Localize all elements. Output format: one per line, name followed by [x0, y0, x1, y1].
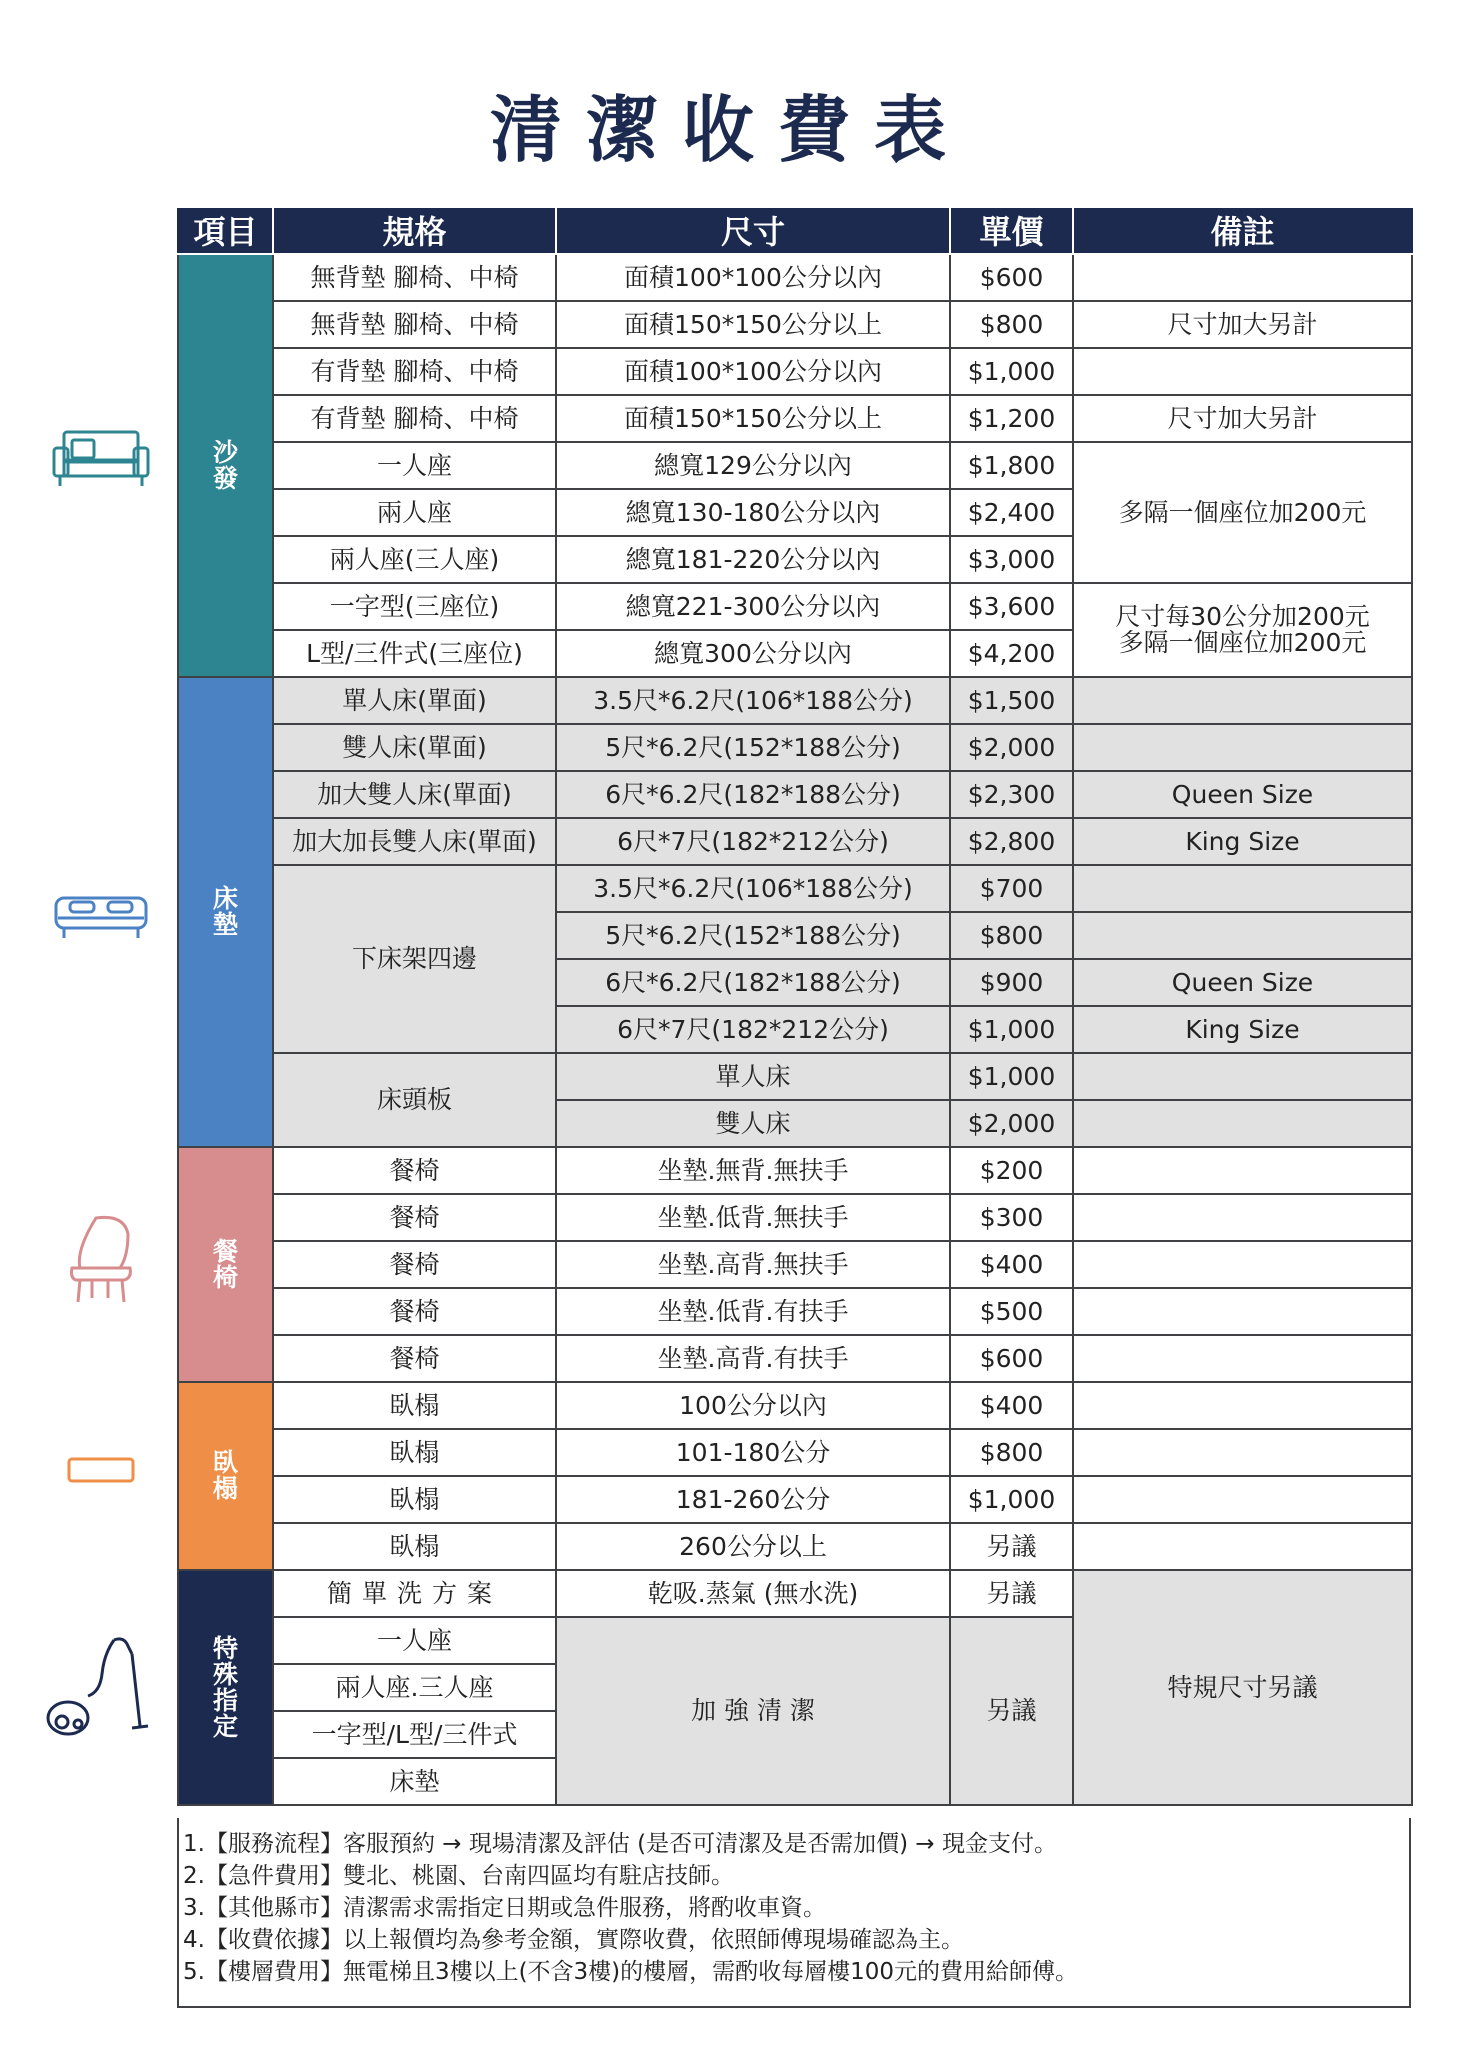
price-cell: $2,000 — [950, 1100, 1073, 1147]
size-cell: 6尺*6.2尺(182*188公分) — [556, 959, 950, 1006]
note-item: 3.【其他縣市】清潔需求需指定日期或急件服務，將酌收車資。 — [183, 1895, 826, 1921]
size-cell-enhanced: 加 強 清 潔 — [556, 1617, 950, 1805]
chair-icon — [66, 1212, 136, 1308]
category-couch-char-1: 臥 — [212, 1448, 238, 1477]
category-dining-chair — [178, 1147, 273, 1382]
table-row — [178, 1288, 1412, 1335]
price-cell: $600 — [950, 254, 1073, 301]
note-cell: King Size — [1073, 818, 1412, 865]
note-cell-large — [1073, 583, 1412, 677]
note-cell — [1073, 1382, 1412, 1429]
price-cell: $1,000 — [950, 1053, 1073, 1100]
notes-box — [177, 1818, 1411, 2008]
header-item: 項目 — [178, 209, 273, 254]
size-cell: 總寬221-300公分以內 — [556, 583, 950, 630]
note-cell — [1073, 1053, 1412, 1100]
category-special-char-2: 殊 — [212, 1659, 238, 1689]
size-cell: 總寬181-220公分以內 — [556, 536, 950, 583]
price-cell: $4,200 — [950, 630, 1073, 677]
size-cell: 面積100*100公分以內 — [556, 254, 950, 301]
note-cell: Queen Size — [1073, 959, 1412, 1006]
price-cell: $400 — [950, 1241, 1073, 1288]
table-row — [178, 395, 1412, 442]
price-cell: $2,000 — [950, 724, 1073, 771]
price-cell: $1,000 — [950, 348, 1073, 395]
category-special — [178, 1570, 273, 1805]
price-cell: $2,800 — [950, 818, 1073, 865]
note-cell — [1073, 1429, 1412, 1476]
spec-cell-bed-frame: 下床架四邊 — [273, 865, 556, 1053]
size-cell: 260公分以上 — [556, 1523, 950, 1570]
size-cell: 6尺*7尺(182*212公分) — [556, 818, 950, 865]
spec-cell: 兩人座(三人座) — [273, 536, 556, 583]
category-mattress-char-2: 墊 — [212, 910, 238, 939]
spec-cell: 臥榻 — [273, 1476, 556, 1523]
spec-cell: 兩人座.三人座 — [273, 1664, 556, 1711]
spec-cell: 臥榻 — [273, 1429, 556, 1476]
table-row — [178, 254, 1412, 301]
spec-cell: 加大加長雙人床(單面) — [273, 818, 556, 865]
note-cell — [1073, 1476, 1412, 1523]
note-cell — [1073, 1100, 1412, 1147]
spec-cell: 一字型(三座位) — [273, 583, 556, 630]
size-cell: 總寬129公分以內 — [556, 442, 950, 489]
spec-cell-simple: 簡單洗方案 — [273, 1570, 556, 1617]
spec-cell: 一字型/L型/三件式 — [273, 1711, 556, 1758]
size-cell: 面積150*150公分以上 — [556, 395, 950, 442]
category-couch — [178, 1382, 273, 1570]
spec-cell: 臥榻 — [273, 1523, 556, 1570]
table-row — [178, 1523, 1412, 1570]
size-cell: 坐墊.高背.無扶手 — [556, 1241, 950, 1288]
price-cell: $1,200 — [950, 395, 1073, 442]
size-cell: 坐墊.無背.無扶手 — [556, 1147, 950, 1194]
spec-cell: 一人座 — [273, 442, 556, 489]
price-cell: $500 — [950, 1288, 1073, 1335]
category-chair-char-2: 椅 — [212, 1262, 238, 1292]
note-cell: Queen Size — [1073, 771, 1412, 818]
size-cell-simple: 乾吸.蒸氣 (無水洗) — [556, 1570, 950, 1617]
category-special-char-3: 指 — [212, 1685, 238, 1715]
table-row — [178, 1147, 1412, 1194]
note-cell — [1073, 677, 1412, 724]
spec-cell: 雙人床(單面) — [273, 724, 556, 771]
table-row — [178, 1241, 1412, 1288]
size-cell: 100公分以內 — [556, 1382, 950, 1429]
table-row — [178, 818, 1412, 865]
price-cell: $2,300 — [950, 771, 1073, 818]
price-cell: $300 — [950, 1194, 1073, 1241]
table-row — [178, 1053, 1412, 1100]
spec-cell: 一人座 — [273, 1617, 556, 1664]
vacuum-icon — [44, 1634, 150, 1738]
header-note: 備註 — [1073, 209, 1412, 254]
note-cell — [1073, 1147, 1412, 1194]
table-row — [178, 677, 1412, 724]
size-cell: 101-180公分 — [556, 1429, 950, 1476]
price-cell: 另議 — [950, 1523, 1073, 1570]
spec-cell: L型/三件式(三座位) — [273, 630, 556, 677]
note-cell-special: 特規尺寸另議 — [1073, 1570, 1412, 1805]
size-cell: 面積150*150公分以上 — [556, 301, 950, 348]
note-cell — [1073, 1241, 1412, 1288]
note-item: 2.【急件費用】雙北、桃園、台南四區均有駐店技師。 — [183, 1863, 734, 1889]
note-cell — [1073, 1335, 1412, 1382]
size-cell: 3.5尺*6.2尺(106*188公分) — [556, 865, 950, 912]
size-cell: 5尺*6.2尺(152*188公分) — [556, 724, 950, 771]
table-row — [178, 771, 1412, 818]
sofa-icon — [50, 428, 152, 490]
table-row — [178, 1335, 1412, 1382]
spec-cell: 臥榻 — [273, 1382, 556, 1429]
category-special-char-1: 特 — [212, 1633, 238, 1663]
size-cell: 雙人床 — [556, 1100, 950, 1147]
table-header-row — [178, 209, 1412, 254]
price-cell: $2,400 — [950, 489, 1073, 536]
spec-cell: 餐椅 — [273, 1147, 556, 1194]
category-mattress — [178, 677, 273, 1147]
size-cell: 3.5尺*6.2尺(106*188公分) — [556, 677, 950, 724]
price-cell: $1,000 — [950, 1006, 1073, 1053]
note-cell — [1073, 865, 1412, 912]
table-row — [178, 348, 1412, 395]
note-cell — [1073, 724, 1412, 771]
size-cell: 5尺*6.2尺(152*188公分) — [556, 912, 950, 959]
spec-cell: 無背墊 腳椅、中椅 — [273, 301, 556, 348]
price-cell-simple: 另議 — [950, 1570, 1073, 1617]
spec-cell: 單人床(單面) — [273, 677, 556, 724]
price-cell: $800 — [950, 1429, 1073, 1476]
category-sofa — [178, 254, 273, 677]
size-cell: 面積100*100公分以內 — [556, 348, 950, 395]
size-cell: 總寬130-180公分以內 — [556, 489, 950, 536]
size-cell: 坐墊.低背.無扶手 — [556, 1194, 950, 1241]
size-cell: 6尺*6.2尺(182*188公分) — [556, 771, 950, 818]
table-row — [178, 442, 1412, 489]
table-row — [178, 1194, 1412, 1241]
header-spec: 規格 — [273, 209, 556, 254]
header-size: 尺寸 — [556, 209, 950, 254]
note-cell — [1073, 1523, 1412, 1570]
note-item: 4.【收費依據】以上報價均為參考金額，實際收費，依照師傅現場確認為主。 — [183, 1927, 964, 1953]
table-row — [178, 1382, 1412, 1429]
category-couch-char-2: 榻 — [212, 1474, 238, 1503]
note-cell: 尺寸加大另計 — [1073, 301, 1412, 348]
table-row — [178, 1570, 1412, 1617]
size-cell: 6尺*7尺(182*212公分) — [556, 1006, 950, 1053]
spec-cell: 有背墊 腳椅、中椅 — [273, 395, 556, 442]
price-cell: $200 — [950, 1147, 1073, 1194]
price-cell: $800 — [950, 301, 1073, 348]
table-row — [178, 724, 1412, 771]
bed-icon — [52, 888, 150, 940]
price-table — [177, 208, 1413, 1806]
category-chair-char-1: 餐 — [212, 1236, 238, 1266]
spec-cell: 無背墊 腳椅、中椅 — [273, 254, 556, 301]
table-row — [178, 865, 1412, 912]
category-mattress-char-1: 床 — [212, 884, 238, 913]
note-line: 多隔一個座位加200元 — [1118, 628, 1367, 657]
price-cell: $400 — [950, 1382, 1073, 1429]
note-cell — [1073, 1194, 1412, 1241]
spec-cell: 床墊 — [273, 1758, 556, 1805]
header-price: 單價 — [950, 209, 1073, 254]
price-cell: $700 — [950, 865, 1073, 912]
note-cell — [1073, 912, 1412, 959]
size-cell: 181-260公分 — [556, 1476, 950, 1523]
spec-cell: 餐椅 — [273, 1194, 556, 1241]
note-cell: King Size — [1073, 1006, 1412, 1053]
price-cell: $600 — [950, 1335, 1073, 1382]
price-cell: $3,000 — [950, 536, 1073, 583]
spec-cell-headboard: 床頭板 — [273, 1053, 556, 1147]
table-row — [178, 583, 1412, 630]
spec-cell: 餐椅 — [273, 1288, 556, 1335]
couch-icon — [66, 1456, 136, 1484]
table-row — [178, 301, 1412, 348]
spec-cell: 餐椅 — [273, 1335, 556, 1382]
price-cell: $1,500 — [950, 677, 1073, 724]
spec-cell: 兩人座 — [273, 489, 556, 536]
price-cell: $800 — [950, 912, 1073, 959]
note-item: 1.【服務流程】客服預約 → 現場清潔及評估 (是否可清潔及是否需加價) → 現金支付。 — [183, 1831, 1057, 1857]
price-cell: $900 — [950, 959, 1073, 1006]
size-cell: 總寬300公分以內 — [556, 630, 950, 677]
table-row — [178, 1476, 1412, 1523]
size-cell: 坐墊.低背.有扶手 — [556, 1288, 950, 1335]
table-row — [178, 1429, 1412, 1476]
note-cell — [1073, 1288, 1412, 1335]
price-cell: $1,800 — [950, 442, 1073, 489]
note-cell-seat: 多隔一個座位加200元 — [1073, 442, 1412, 583]
spec-cell: 有背墊 腳椅、中椅 — [273, 348, 556, 395]
price-cell: $1,000 — [950, 1476, 1073, 1523]
spec-cell: 餐椅 — [273, 1241, 556, 1288]
note-cell: 尺寸加大另計 — [1073, 395, 1412, 442]
note-item: 5.【樓層費用】無電梯且3樓以上(不含3樓)的樓層，需酌收每層樓100元的費用給師傅。 — [183, 1959, 1079, 1985]
size-cell: 坐墊.高背.有扶手 — [556, 1335, 950, 1382]
note-cell — [1073, 348, 1412, 395]
category-special-char-4: 定 — [212, 1711, 238, 1741]
category-sofa-char-2: 發 — [212, 463, 238, 493]
price-cell: $3,600 — [950, 583, 1073, 630]
note-cell — [1073, 254, 1412, 301]
note-line: 尺寸每30公分加200元 — [1115, 602, 1370, 631]
price-cell-enhanced: 另議 — [950, 1617, 1073, 1805]
spec-cell: 加大雙人床(單面) — [273, 771, 556, 818]
category-sofa-char-1: 沙 — [212, 437, 238, 467]
size-cell: 單人床 — [556, 1053, 950, 1100]
page-title: 清潔收費表 — [489, 88, 970, 172]
